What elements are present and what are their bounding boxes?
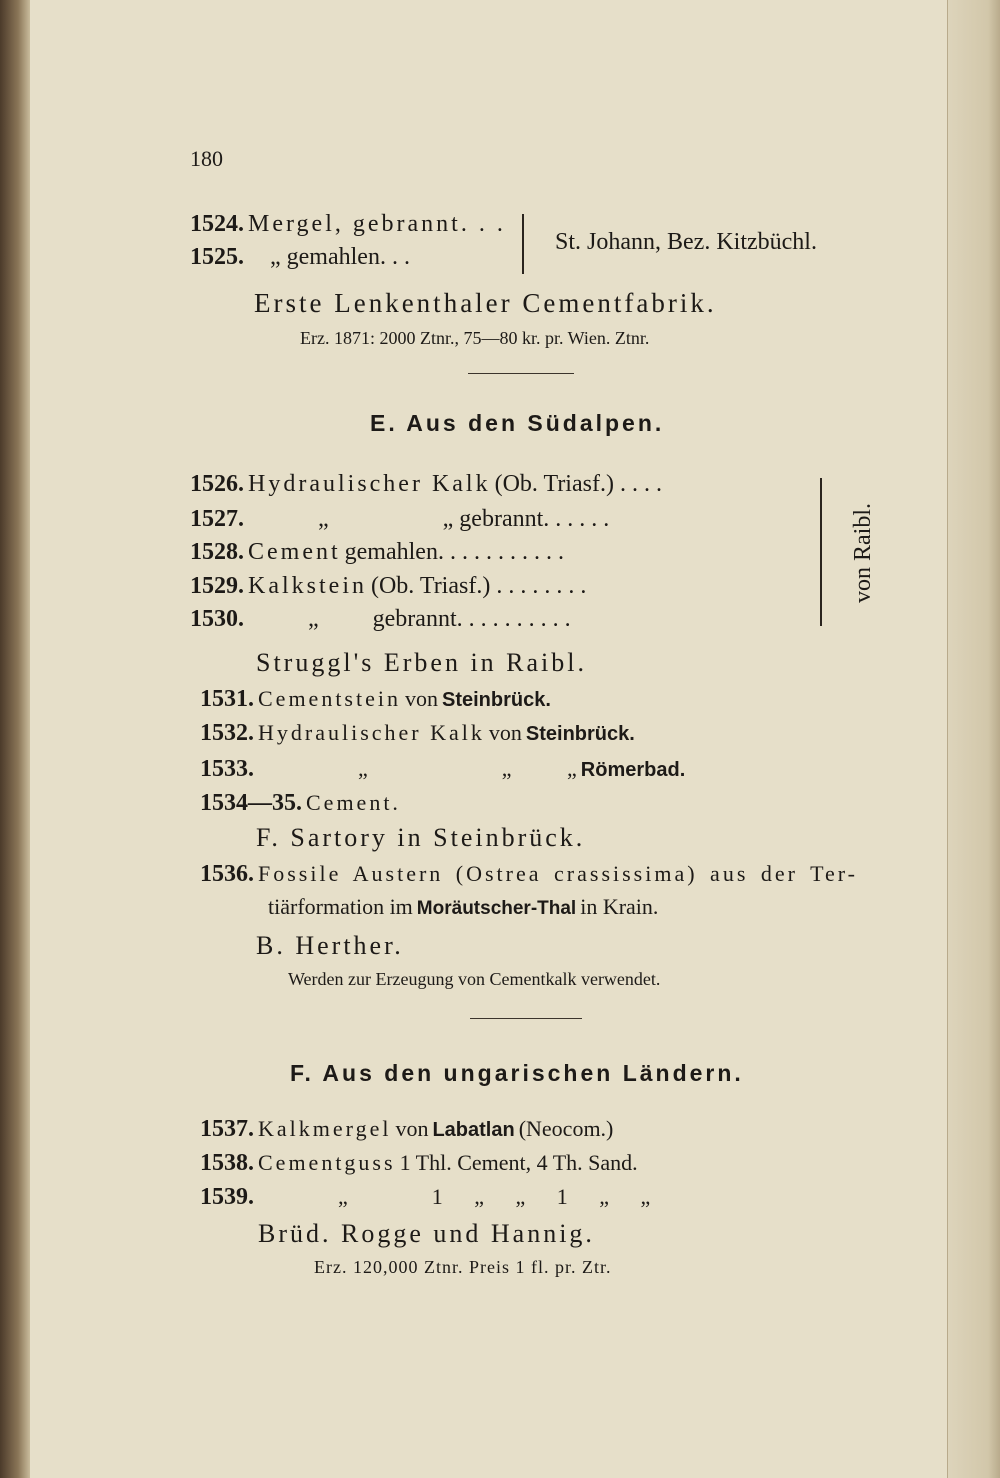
entry-1537 (200, 1116, 613, 1143)
entry-1530 (190, 606, 571, 633)
entry-1531 (200, 686, 551, 713)
entry-number: 1538. (200, 1150, 254, 1176)
book-spine (0, 0, 30, 1478)
entry-text: Mergel, gebrannt. . . (248, 211, 506, 237)
entry-1529 (190, 573, 586, 600)
entry-lead: „ (338, 1184, 348, 1209)
entry-number: 1531. (200, 686, 254, 712)
entry-text: von (404, 686, 438, 711)
entry-1533 (200, 756, 685, 783)
entry-number: 1530. (190, 606, 244, 632)
place-name: Steinbrück. (441, 689, 551, 711)
entry-1534-35 (200, 790, 401, 817)
entry-text: (Ob. Triasf.) . . . . (494, 471, 662, 497)
entry-number: 1536. (200, 861, 254, 887)
entry-text: „ gebrannt. . . . . . (442, 506, 610, 532)
entry-text: (Ob. Triasf.) . . . . . . . . (370, 573, 587, 599)
company-name: Erste Lenkenthaler Cementfabrik. (254, 288, 717, 318)
entry-lead: Cement (248, 539, 341, 565)
entry-text: in Krain. (580, 894, 659, 919)
entry-text: (Neocom.) (518, 1116, 614, 1141)
entry-lead: „ (308, 606, 319, 632)
place-name: Moräutscher-Thal (416, 898, 577, 919)
entry-number: 1526. (190, 471, 244, 497)
entry-number: 1537. (200, 1116, 254, 1142)
entry-text: gebrannt. . . . . . . . . . (372, 606, 571, 632)
entry-lead: „ (318, 506, 329, 532)
entry-number: 1539. (200, 1184, 254, 1210)
entry-number: 1529. (190, 573, 244, 599)
entry-number: 1525. (190, 244, 244, 270)
entry-text: von (488, 720, 522, 745)
divider (468, 373, 574, 374)
entry-text: tiärformation im (268, 894, 413, 919)
production-note: Werden zur Erzeugung von Cementkalk verwendet. (288, 969, 661, 989)
entry-lead: Cementstein (258, 686, 401, 711)
entry-number: 1532. (200, 720, 254, 746)
entry-text: Fossile Austern (Ostrea crassissima) aus der Ter- (258, 861, 858, 886)
entry-number: 1534—35. (200, 790, 302, 816)
entry-text: „ „ (501, 756, 577, 781)
entry-lead: „ (358, 756, 368, 781)
entry-1524 (190, 211, 506, 238)
page-edge (947, 0, 1000, 1478)
location-label: St. Johann, Bez. Kitzbüchl. (555, 229, 817, 255)
entry-1532 (200, 720, 635, 747)
place-name: Labatlan (432, 1119, 515, 1141)
section-heading: F. Aus den ungarischen Ländern. (290, 1060, 744, 1086)
right-brace (810, 478, 822, 626)
company-name: Brüd. Rogge und Hannig. (258, 1219, 595, 1248)
vertical-location-label: von Raibl. (850, 503, 876, 603)
entry-lead: Kalkmergel (258, 1116, 392, 1141)
entry-number: 1528. (190, 539, 244, 565)
entry-lead: Cement. (306, 790, 401, 815)
entry-text: „ gemahlen. . . (270, 244, 410, 270)
company-name: F. Sartory in Steinbrück. (256, 823, 586, 852)
entry-1538 (200, 1150, 638, 1177)
page-number: 180 (190, 146, 223, 171)
entry-number: 1527. (190, 506, 244, 532)
entry-lead: Kalkstein (248, 573, 367, 599)
entry-1527 (190, 506, 609, 533)
divider (470, 1018, 582, 1019)
entry-text: von (395, 1116, 429, 1141)
place-name: Römerbad. (580, 759, 686, 781)
entry-1525 (190, 244, 410, 271)
entry-text: gemahlen. . . . . . . . . . . (344, 539, 564, 565)
entry-number: 1524. (190, 211, 244, 237)
entry-lead: Hydraulischer Kalk (248, 471, 491, 497)
entry-lead: Cementguss (258, 1150, 396, 1175)
entry-1526 (190, 471, 662, 498)
entry-lead: Hydraulischer Kalk (258, 720, 485, 745)
company-name: B. Herther. (256, 931, 404, 960)
entry-1539 (200, 1184, 650, 1211)
entry-text: 1 Thl. Cement, 4 Th. Sand. (399, 1150, 638, 1175)
entry-text: 1 „ „ 1 „ „ (431, 1184, 651, 1209)
entry-1528 (190, 539, 564, 566)
production-note: Erz. 1871: 2000 Ztnr., 75—80 kr. pr. Wien. Ztnr. (300, 328, 650, 348)
company-name: Struggl's Erben in Raibl. (256, 648, 588, 677)
production-note: Erz. 120,000 Ztnr. Preis 1 fl. pr. Ztr. (314, 1257, 612, 1277)
right-brace (512, 214, 524, 274)
place-name: Steinbrück. (525, 723, 635, 745)
entry-1536-continuation (268, 894, 658, 920)
entry-number: 1533. (200, 756, 254, 782)
entry-1536 (200, 861, 858, 888)
section-heading: E. Aus den Südalpen. (370, 410, 665, 436)
